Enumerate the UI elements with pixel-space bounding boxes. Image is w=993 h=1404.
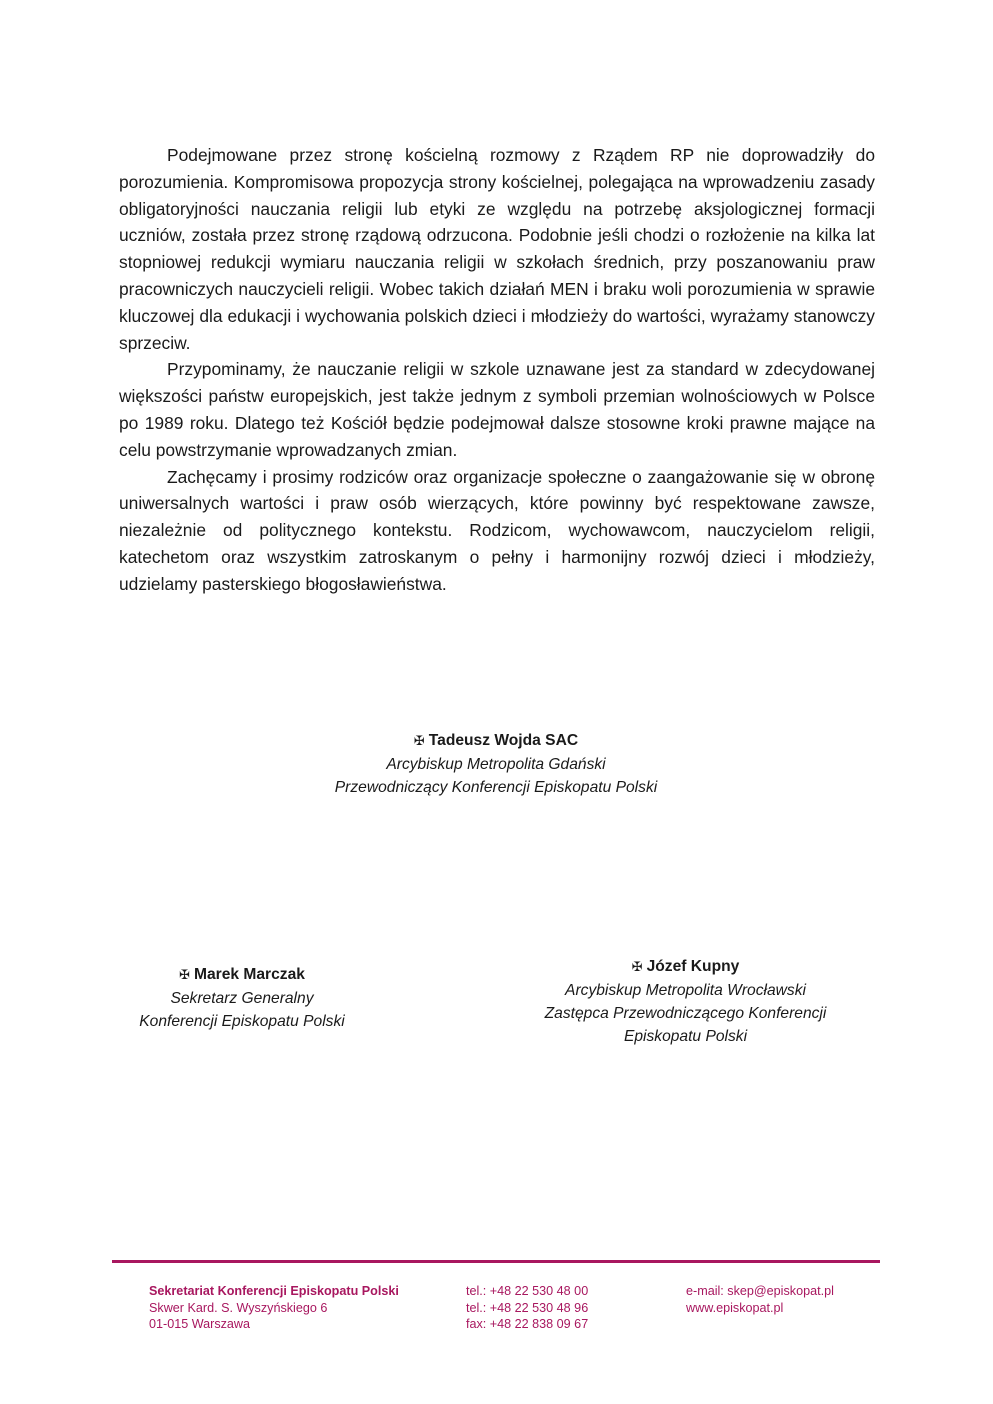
- signature-right-role-2: Zastępca Przewodniczącego Konferencji: [544, 1005, 827, 1022]
- signature-main-role-1: Arcybiskup Metropolita Gdański: [386, 756, 606, 773]
- footer-phones: [466, 1283, 588, 1333]
- cross-icon: ✠: [631, 960, 643, 975]
- footer-contact: [686, 1283, 834, 1316]
- signature-left: [92, 963, 392, 1033]
- signature-right-role-3: Episkopatu Polski: [623, 1028, 748, 1045]
- cross-icon: ✠: [413, 734, 425, 749]
- footer-divider: [112, 1260, 880, 1263]
- signature-left-role-1: Sekretarz Generalny: [170, 990, 314, 1007]
- paragraph-2: Przypominamy, że nauczanie religii w szkole uznawane jest za standard w zdecydowanej większości państw europejskich, jest także jednym z symboli przemian wolnościowych w Polsce po 1989 roku. Dlatego też Kościół będzie podejmował dalsze stosowne kroki prawne mające na celu powstrzymanie wprowadzanych zmian.: [119, 359, 875, 460]
- paragraph-3: Zachęcamy i prosimy rodziców oraz organizacje społeczne o zaangażowanie się w obronę uniwersalnych wartości i praw osób wierzących, które powinny być respektowane zawsze, niezależnie od politycznego kontekstu. Rodzicom, wychowawcom, nauczycielom religii, katechetom oraz wszystkim zatroskanym o pełny i harmonijny rozwój dzieci i młodzieży, udzielamy pasterskiego błogosławieństwa.: [119, 466, 875, 594]
- footer-address-line-1: Skwer Kard. S. Wyszyńskiego 6: [149, 1300, 328, 1315]
- signature-left-name-line: [92, 963, 392, 987]
- signature-right: [493, 955, 878, 1048]
- footer-address-line-2: 01-015 Warszawa: [149, 1317, 251, 1331]
- signature-main-role-2: Przewodniczący Konferencji Episkopatu Polski: [334, 779, 658, 796]
- signature-right-role-1: Arcybiskup Metropolita Wrocławski: [565, 982, 806, 999]
- paragraph-1: Podejmowane przez stronę kościelną rozmowy z Rządem RP nie doprowadziły do porozumienia. Kompromisowa propozycja strony kościelnej, polegająca na wprowadzeniu zasady obligatoryjności nauczania religii lub etyki ze względu na potrzebę aksjologicznej formacji uczniów, została przez stronę rządową odrzucona. Podobnie jeśli chodzi o rozłożenie na kilka lat stopniowej redukcji wymiaru nauczania religii w szkołach średnich, przy poszanowaniu praw pracowniczych nauczycieli religii. Wobec takich działań MEN i braku woli porozumienia w sprawie kluczowej dla edukacji i wychowania polskich dzieci i młodzieży do wartości, wyrażamy stanowczy sprzeciw.: [119, 145, 875, 353]
- footer-address: [149, 1283, 399, 1333]
- footer-tel-1: tel.: +48 22 530 48 00: [466, 1284, 589, 1298]
- footer-website[interactable]: www.episkopat.pl: [686, 1300, 784, 1315]
- signature-main-name: Tadeusz Wojda SAC: [428, 732, 579, 749]
- signature-right-name: Józef Kupny: [646, 958, 740, 975]
- signature-right-name-line: [493, 955, 878, 979]
- signature-left-name: Marek Marczak: [193, 966, 305, 983]
- signature-main: [296, 729, 696, 799]
- footer-fax: fax: +48 22 838 09 67: [466, 1317, 589, 1331]
- cross-icon: ✠: [179, 968, 190, 983]
- signature-left-role-2: Konferencji Episkopatu Polski: [139, 1013, 345, 1030]
- letter-body: [119, 142, 875, 598]
- footer-email[interactable]: e-mail: skep@episkopat.pl: [686, 1284, 834, 1298]
- signature-main-name-line: [296, 729, 696, 753]
- footer-org-name: Sekretariat Konferencji Episkopatu Polski: [149, 1284, 399, 1298]
- footer-tel-2: tel.: +48 22 530 48 96: [466, 1300, 589, 1315]
